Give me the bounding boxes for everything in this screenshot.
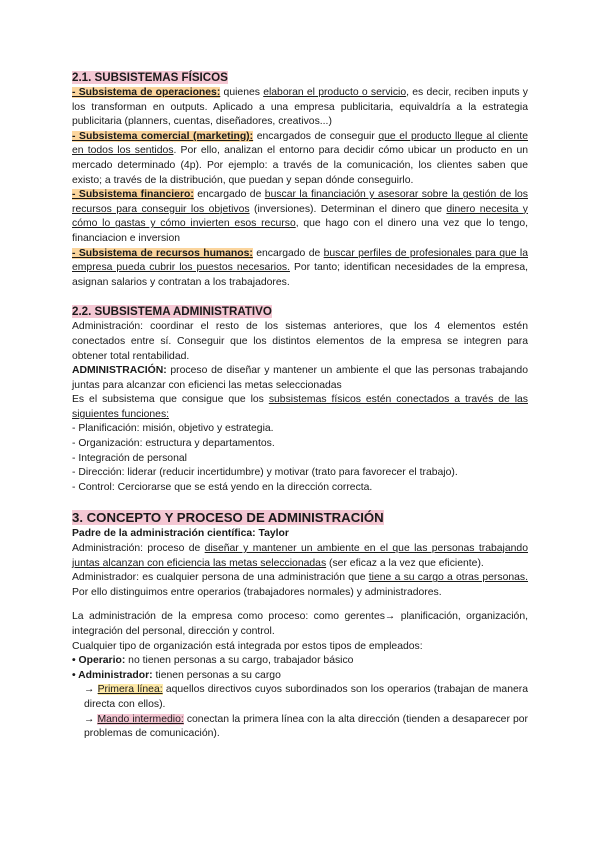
list-item-administrador: • Administrador: tienen personas a su cargo bbox=[72, 669, 281, 681]
paragraph-administrador: Administrador: es cualquier persona de una administración que tiene a su cargo a otras personas. Por ello distinguimos entre operarios (trabajadores normales) y administradores. bbox=[72, 572, 529, 598]
arrow-right-icon: → bbox=[84, 713, 98, 725]
list-item-primera-linea: → Primera línea: aquellos directivos cuyos subordinados son los operarios (trabajan de manera directa con ellos). bbox=[84, 684, 528, 710]
list-item-function: - Control: Cerciorarse que se está yendo en la dirección correcta. bbox=[72, 481, 373, 493]
paragraph-administracion-definicion: ADMINISTRACIÓN: proceso de diseñar y mantener un ambiente el que las personas trabajando juntas para alcanzar con eficienci las metas seleccionadas bbox=[72, 365, 528, 391]
list-item-mando-intermedio: → Mando intermedio: conectan la primera línea con la alta dirección (tienden a desaparecer por problemas de comunicación). bbox=[84, 713, 529, 740]
section-title-subsistema-administrativo: 2.2. SUBSISTEMA ADMINISTRATIVO bbox=[72, 305, 272, 319]
arrow-right-icon: → bbox=[84, 684, 98, 696]
list-item-function: - Organización: estructura y departamentos. bbox=[72, 438, 275, 450]
paragraph-administracion-proceso: Administración: proceso de diseñar y mantener un ambiente en el que las personas trabajando juntas alcanzan con eficiencia las metas seleccionadas (ser eficaz a la vez que eficiente). bbox=[72, 543, 528, 569]
list-item-function: - Planificación: misión, objetivo y estrategia. bbox=[72, 423, 274, 435]
label-operaciones: - Subsistema de operaciones: bbox=[72, 87, 221, 98]
paragraph-recursos-humanos: - Subsistema de recursos humanos: encargado de buscar perfiles de profesionales para que la empresa pueda cubrir los puestos necesarios. Por tanto; identifican necesidades de la empresa, asignan salarios y contratan a los trabajadores. bbox=[72, 247, 529, 288]
section-title-concepto-proceso: 3. CONCEPTO Y PROCESO DE ADMINISTRACIÓN bbox=[72, 510, 384, 526]
section-title-subsistemas-fisicos: 2.1. SUBSISTEMAS FÍSICOS bbox=[72, 71, 228, 84]
list-item-function: - Dirección: liderar (reducir incertidumbre) y motivar (trato para favorecer el trabajo). bbox=[72, 467, 458, 479]
subtitle-taylor: Padre de la administración científica: Taylor bbox=[72, 528, 289, 540]
list-item-function: - Integración de personal bbox=[72, 452, 187, 464]
label-administracion: ADMINISTRACIÓN: bbox=[72, 365, 167, 377]
paragraph-comercial: - Subsistema comercial (marketing): encargados de conseguir que el producto llegue al cliente en todos los sentidos. Por ello, analizan el entorno para decidir cómo ubicar un producto en un mercado determinado (4p). Por ejemplo: a través de la comunicación, los clientes saben que existo; a través de la distribución, que puedan y sepan dónde conseguirlo. bbox=[72, 130, 529, 186]
paragraph-proceso-gerentes: La administración de la empresa como proceso: como gerentes→ planificación, organización, integración del personal, dirección y control. bbox=[72, 611, 528, 637]
label-recursos-humanos: - Subsistema de recursos humanos: bbox=[72, 247, 253, 259]
paragraph-administracion: Administración: coordinar el resto de los sistemas anteriores, que los 4 elementos estén conectados entre sí. Conseguir que los distintos elementos de la empresa se integren para obtener total rentabilidad. bbox=[72, 321, 528, 362]
paragraph-subsistema-funciones: Es el subsistema que consigue que los subsistemas físicos estén conectados a través de las siguientes funciones: bbox=[72, 394, 528, 420]
paragraph-operaciones: - Subsistema de operaciones: quienes elaboran el producto o servicio, es decir, reciben inputs y los transforman en outputs. Aplicado a una empresa publicitaria, equivaldría a la estrategia publicitaria (planners, cuentas, diseñadores, creativos...) bbox=[72, 87, 528, 128]
label-financiero: - Subsistema financiero: bbox=[72, 189, 194, 201]
paragraph-financiero: - Subsistema financiero: encargado de buscar la financiación y asesorar sobre la gestión de los recursos para conseguir los objetivos (inversiones). Determinan el dinero que dinero necesita y cómo lo gastas y cómo invierten esos recurso, que hago con el dinero una vez que lo tengo, financiacion e inversion bbox=[72, 189, 529, 244]
list-item-operario: • Operario: no tienen personas a su cargo, trabajador básico bbox=[72, 655, 354, 667]
paragraph-tipos-empleados: Cualquier tipo de organización está integrada por estos tipos de empleados: bbox=[72, 640, 423, 652]
label-comercial: - Subsistema comercial (marketing): bbox=[72, 130, 254, 142]
